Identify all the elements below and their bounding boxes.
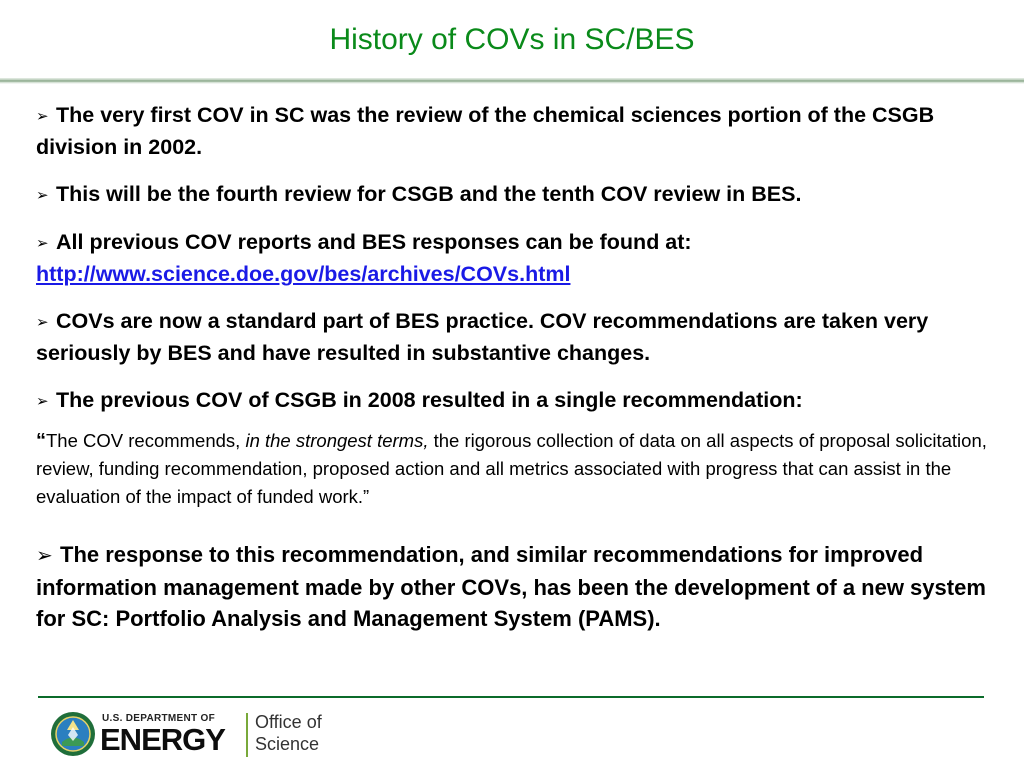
quote-text-end: the rigorous collection of data on all aspects of proposal solicitation, review, funding recommendation, proposed action and all metrics associated with progress that can assist in the evaluation of the impact of funded work.” — [36, 430, 987, 507]
slide-content — [36, 100, 996, 650]
bullet-text: The response to this recommendation, and similar recommendations for improved information management made by other COVs, has been the development of a new system for SC: Portfolio Analysis and Management System (PAMS). — [36, 542, 986, 631]
bullet-text: The very first COV in SC was the review of the chemical sciences portion of the CSGB division in 2002. — [36, 103, 935, 159]
arrow-bullet-icon: ➢ — [36, 235, 49, 252]
office-line-1: Office of — [255, 712, 322, 732]
bullet-item — [36, 179, 996, 211]
quote-text-start: The COV recommends, — [46, 430, 246, 451]
bullet-text: COVs are now a standard part of BES practice. COV recommendations are taken very seriously by BES and have resulted in substantive changes. — [36, 309, 929, 365]
bullet-item — [36, 227, 996, 290]
bullet-text: All previous COV reports and BES responses can be found at: — [56, 230, 692, 254]
doe-energy-wordmark: ENERGY — [100, 722, 225, 757]
covs-archive-link[interactable]: http://www.science.doe.gov/bes/archives/COVs.html — [36, 262, 571, 286]
quote-emphasis: in the strongest terms, — [245, 430, 429, 451]
office-of-science-label — [255, 711, 322, 755]
title-divider — [0, 78, 1024, 84]
doe-office-of-science-logo — [50, 709, 340, 763]
arrow-bullet-icon: ➢ — [36, 545, 53, 567]
doe-seal-icon — [50, 711, 96, 757]
arrow-bullet-icon: ➢ — [36, 393, 49, 410]
recommendation-quote — [36, 427, 996, 511]
bullet-item — [36, 539, 996, 634]
logo-divider — [246, 713, 248, 757]
arrow-bullet-icon: ➢ — [36, 314, 49, 331]
bullet-item — [36, 385, 996, 417]
quote-open-mark: “ — [36, 430, 46, 452]
bullet-text: This will be the fourth review for CSGB and the tenth COV review in BES. — [56, 182, 802, 206]
office-line-2: Science — [255, 734, 320, 754]
arrow-bullet-icon: ➢ — [36, 187, 49, 204]
slide-title: History of COVs in SC/BES — [329, 23, 695, 56]
footer-divider — [38, 696, 984, 698]
arrow-bullet-icon: ➢ — [36, 108, 49, 125]
doe-dept-label: U.S. DEPARTMENT OF — [102, 713, 215, 724]
bullet-item — [36, 100, 996, 163]
bullet-text: The previous COV of CSGB in 2008 resulted in a single recommendation: — [56, 388, 803, 412]
bullet-item — [36, 306, 996, 369]
